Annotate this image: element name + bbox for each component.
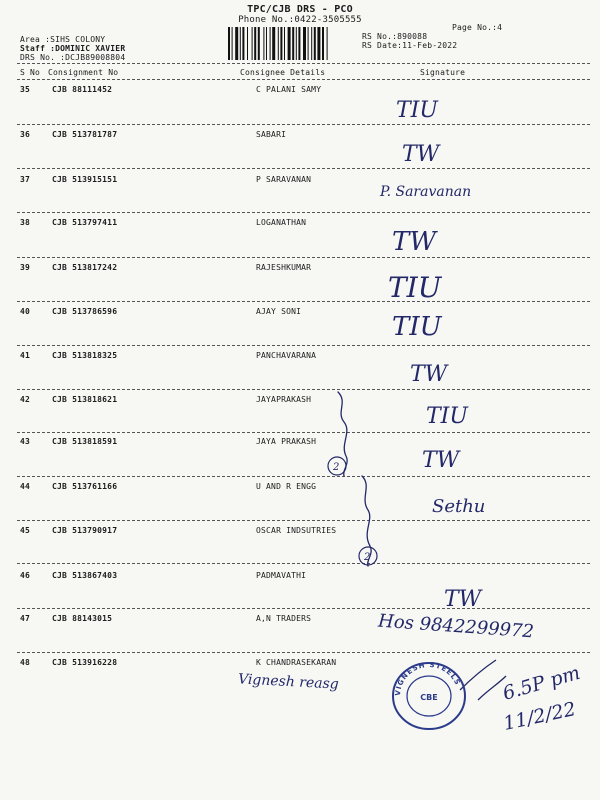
row-consignee: JAYAPRAKASH [256,395,312,404]
row-sno: 36 [20,130,31,139]
row-consignee: JAYA PRAKASH [256,437,317,446]
row-sno: 47 [20,614,31,623]
col-consignee: Consignee Details [240,68,326,77]
row-consignee: SABARI [256,130,287,139]
row-consignee: RAJESHKUMAR [256,263,312,272]
row-signature: P. Saravanan [380,184,472,200]
row-divider [17,212,590,213]
row-consignment: CJB 88143015 [52,614,113,623]
row-consignee: OSCAR INDSUTRIES [256,526,337,535]
row-consignee: LOGANATHAN [256,218,307,227]
row-consignee: P SARAVANAN [256,175,312,184]
row-divider [17,389,590,390]
row-signature: TW [444,587,482,612]
barcode [228,27,350,60]
rs-number: RS No.:890088 [362,32,428,41]
circle-mark: 2 [364,552,371,563]
row-consignee: K CHANDRASEKARAN [256,658,337,667]
row-sno: 48 [20,658,31,667]
row-consignee: AJAY SONI [256,307,302,316]
row-consignment: CJB 513818325 [52,351,118,360]
row-divider [17,345,590,346]
row-signature: Vignesh reasg [237,671,340,693]
row-sno: 38 [20,218,31,227]
row-divider [17,168,590,169]
company-stamp [390,660,468,732]
row-divider [17,652,590,653]
stamp-center: CBE [420,693,438,702]
row-sno: 37 [20,175,31,184]
row-divider [17,257,590,258]
row-signature: TIU [392,312,442,342]
col-signature: Signature [420,68,466,77]
row-sno: 46 [20,571,31,580]
row-consignee: PANCHAVARANA [256,351,317,360]
row-divider [17,520,590,521]
row-sno: 41 [20,351,31,360]
row-consignment: CJB 513818621 [52,395,118,404]
row-consignee: A,N TRADERS [256,614,312,623]
row-divider [17,301,590,302]
row-signature: TW [392,227,437,257]
row-consignment: CJB 513818591 [52,437,118,446]
row-divider [17,563,590,564]
row-divider [17,476,590,477]
row-sno: 40 [20,307,31,316]
row-sno: 44 [20,482,31,491]
column-divider [17,79,590,80]
row-consignment: CJB 88111452 [52,85,113,94]
header-divider [17,63,590,64]
row-consignment: CJB 513761166 [52,482,118,491]
row-consignee: C PALANI SAMY [256,85,322,94]
stamp-text: VIGNESH STEELS [393,660,462,697]
row-divider [17,124,590,125]
row-signature: TIU [396,98,438,123]
row-consignee: PADMAVATHI [256,571,307,580]
row-divider [17,432,590,433]
row-consignment: CJB 513867403 [52,571,118,580]
row-consignment: CJB 513781787 [52,130,118,139]
row-consignment: CJB 513790917 [52,526,118,535]
row-signature: TW [402,142,440,167]
row-consignment: CJB 513817242 [52,263,118,272]
row-signature: TIU [388,271,442,304]
row-consignment: CJB 513797411 [52,218,118,227]
phone-number: Phone No.:0422-3505555 [238,15,362,25]
page-number: Page No.:4 [452,23,503,32]
row-signature: TIU [426,404,468,429]
col-consignment: Consignment No [48,68,119,77]
row-sno: 39 [20,263,31,272]
date-note: 11/2/22 [501,698,578,735]
drs-number: DRS No. :DCJB89008804 [20,53,126,62]
col-sno: S No [20,68,41,77]
circle-mark: 2 [333,462,340,473]
row-sno: 43 [20,437,31,446]
sheet-title: TPC/CJB DRS - PCO [247,4,353,15]
row-consignment: CJB 513786596 [52,307,118,316]
staff-label: Staff :DOMINIC XAVIER [20,44,126,53]
row-signature: Sethu [432,496,486,517]
row-divider [17,608,590,609]
row-sno: 42 [20,395,31,404]
rs-date: RS Date:11-Feb-2022 [362,41,458,50]
row-consignment: CJB 513915151 [52,175,118,184]
row-consignee: U AND R ENGG [256,482,317,491]
row-consignment: CJB 513916228 [52,658,118,667]
row-sno: 35 [20,85,31,94]
area-label: Area :SIHS COLONY [20,35,106,44]
row-signature: TW [422,448,460,473]
row-signature: TW [410,362,448,387]
svg-text:VIGNESH STEELS [394,661,462,696]
row-signature: Hos 9842299972 [377,610,535,643]
time-note: 6.5P pm [500,661,583,705]
row-sno: 45 [20,526,31,535]
